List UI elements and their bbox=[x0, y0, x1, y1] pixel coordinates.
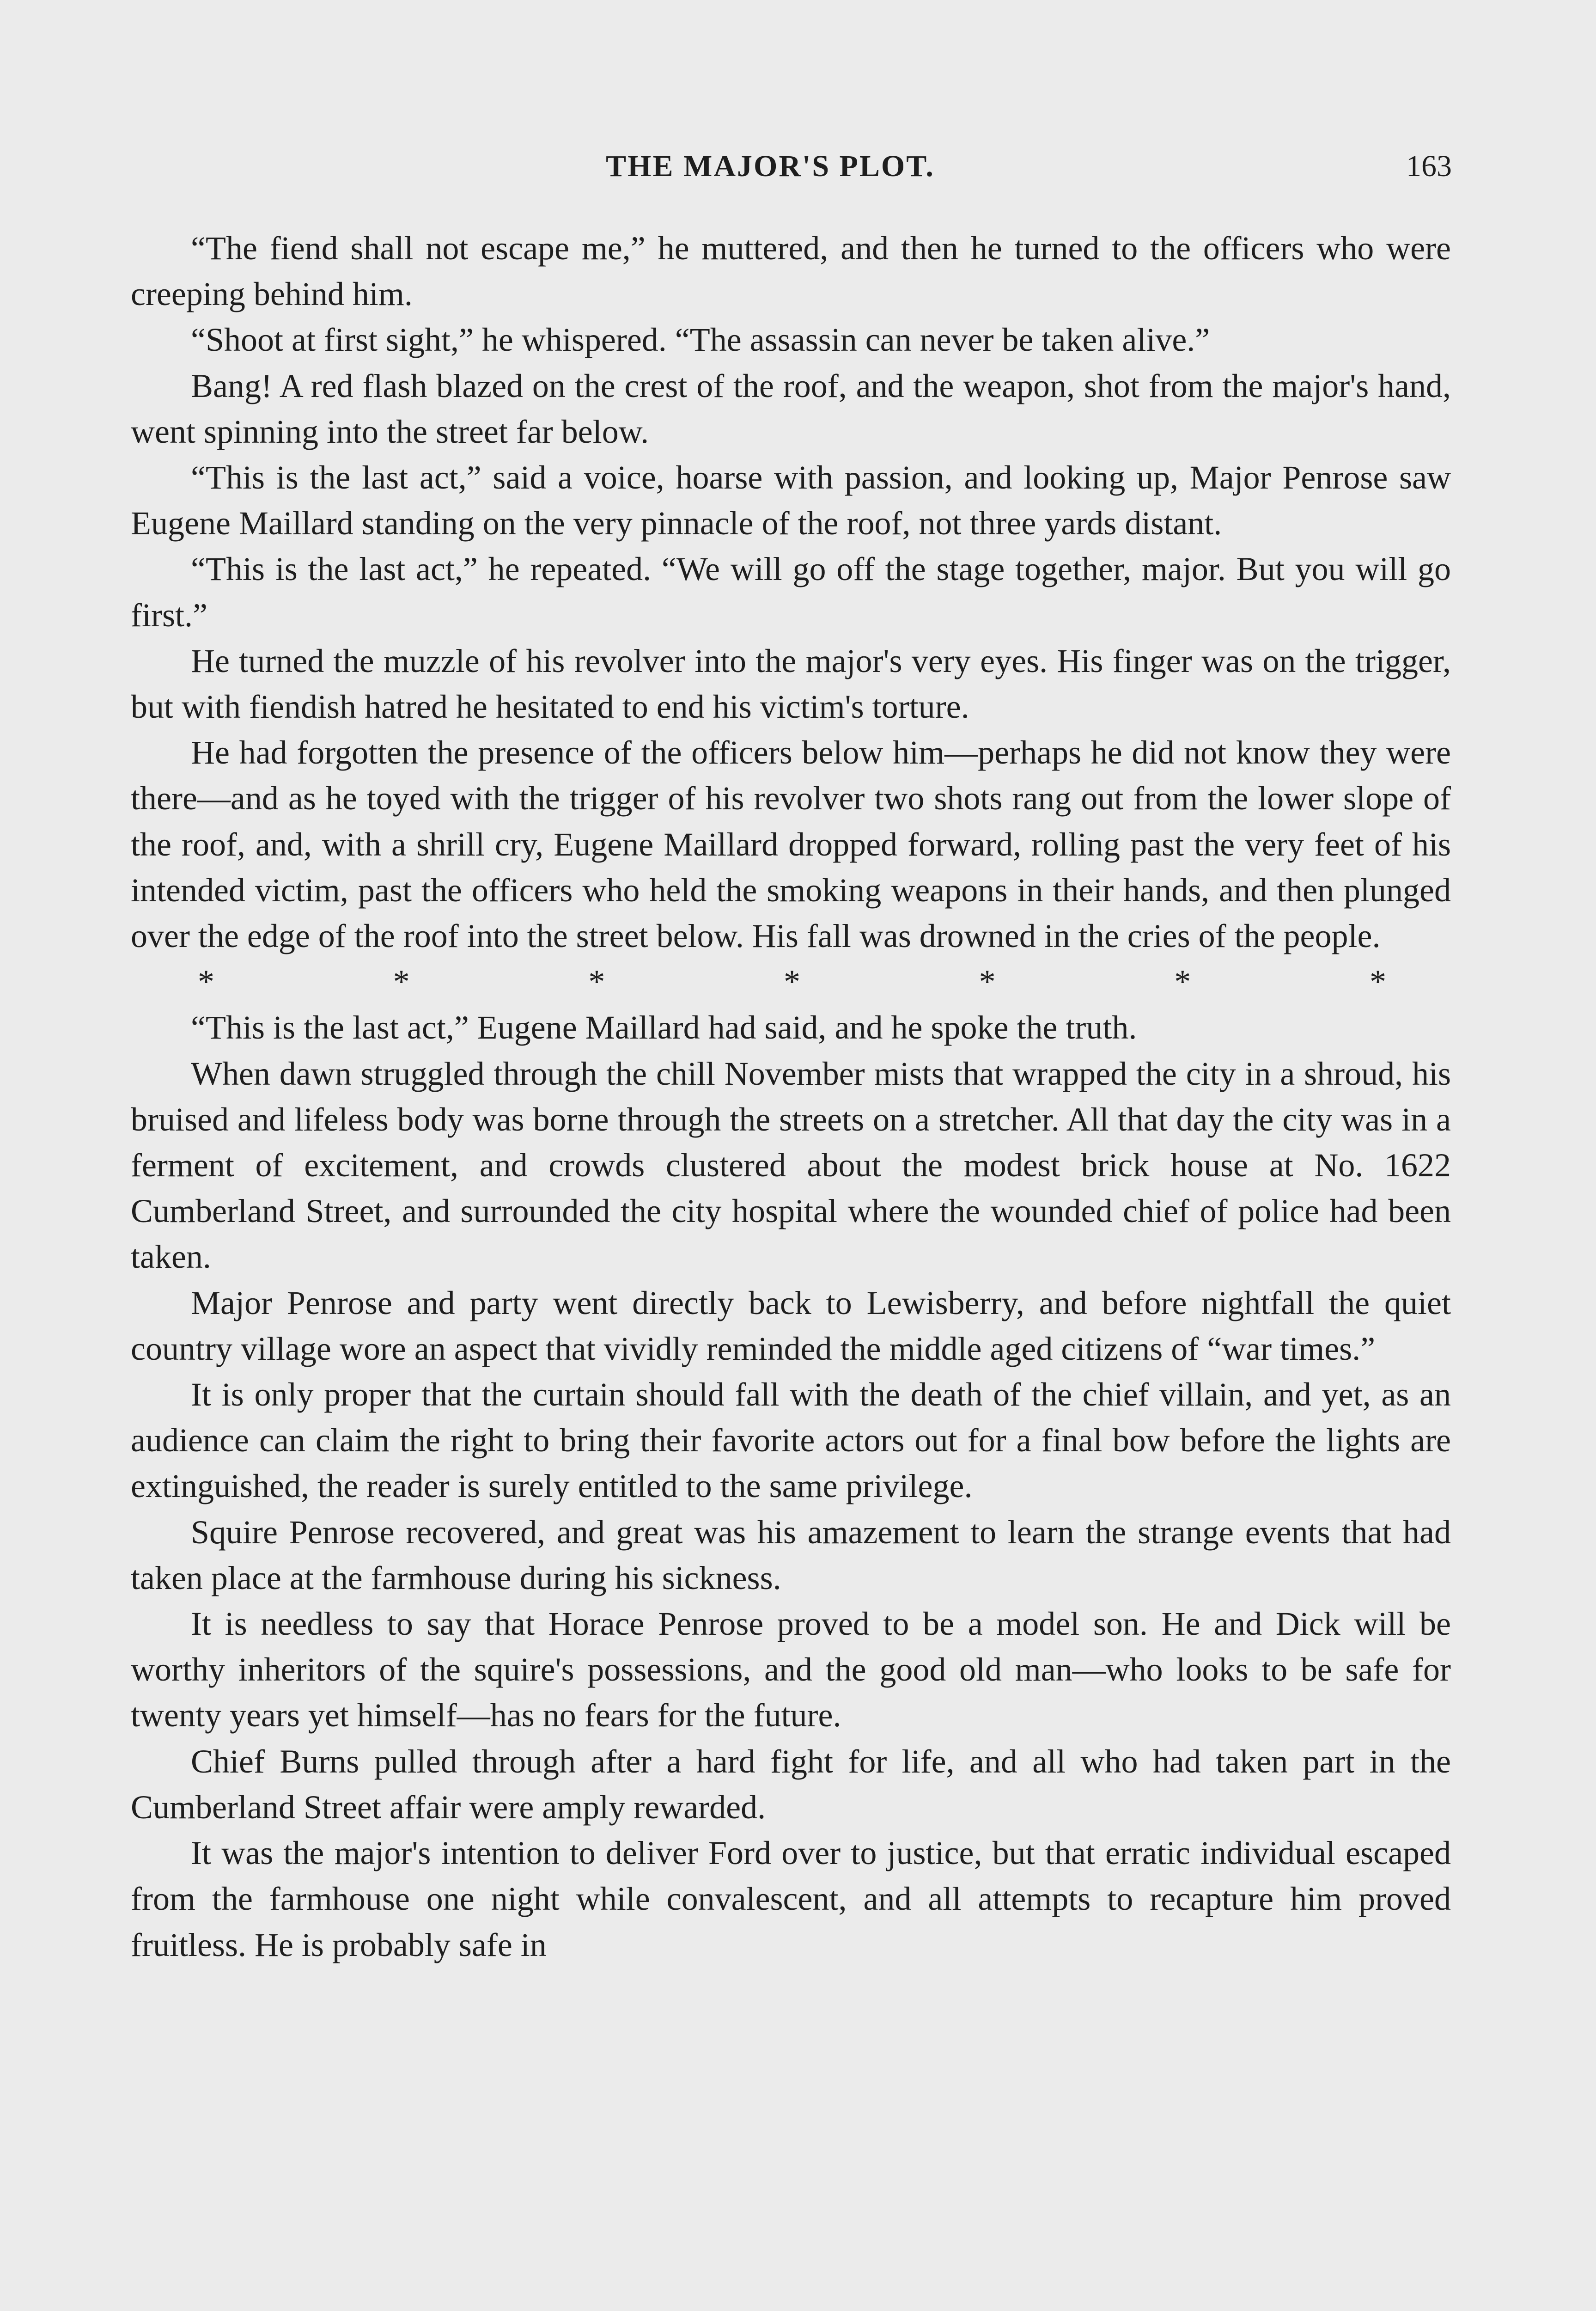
asterisk: * bbox=[588, 963, 605, 1001]
paragraph: When dawn struggled through the chill November mists that wrapped the city in a shroud, his bruised and lifeless body was borne through the streets on a stretcher. All that day the city was in a ferment of excitement, and crowds clustered about the modest brick house at No. 1622 Cumberland Street, and surrounded the city hospital where the wounded chief of police had been taken. bbox=[131, 1055, 1451, 1276]
paragraph: “This is the last act,” said a voice, hoarse with passion, and looking up, Major Penrose saw Eugene Maillard standing on the very pinnacle of the roof, not three yards distant. bbox=[131, 459, 1451, 542]
running-title: THE MAJOR'S PLOT. bbox=[606, 149, 935, 183]
paragraph: Bang! A red flash blazed on the crest of the roof, and the weapon, shot from the major's hand, went spinning into the street far below. bbox=[131, 367, 1451, 450]
asterisk: * bbox=[1174, 963, 1191, 1001]
asterisk: * bbox=[393, 963, 410, 1001]
paragraph: It was the major's intention to deliver Ford over to justice, but that erratic individual escaped from the farmhouse one night while convalescent, and all attempts to recapture him proved fruitless. He is probably safe in bbox=[131, 1834, 1451, 1963]
page-header bbox=[0, 149, 1596, 200]
body-text bbox=[131, 226, 1451, 1968]
asterisk: * bbox=[979, 963, 996, 1001]
paragraph: He had forgotten the presence of the officers below him—perhaps he did not know they were there—and as he toyed with the trigger of his revolver two shots rang out from the lower slope of the roof, and, with a shrill cry, Eugene Maillard dropped forward, rolling past the very feet of his intended victim, past the officers who held the smoking weapons in their hands, and then plunged over the edge of the roof into the street below. His fall was drowned in the cries of the people. bbox=[131, 734, 1451, 955]
asterisk: * bbox=[783, 963, 800, 1001]
paragraph: He turned the muzzle of his revolver into the major's very eyes. His finger was on the trigger, but with fiendish hatred he hesitated to end his victim's torture. bbox=[131, 642, 1451, 726]
paragraph: “The fiend shall not escape me,” he muttered, and then he turned to the officers who were creeping behind him. bbox=[131, 230, 1451, 313]
paragraph: Squire Penrose recovered, and great was his amazement to learn the strange events that had taken place at the farmhouse during his sickness. bbox=[131, 1513, 1451, 1596]
paragraph: Chief Burns pulled through after a hard fight for life, and all who had taken part in the Cumberland Street affair were amply rewarded. bbox=[131, 1742, 1451, 1826]
asterisk: * bbox=[1369, 963, 1386, 1001]
asterisk: * bbox=[198, 963, 214, 1001]
paragraph: “This is the last act,” Eugene Maillard had said, and he spoke the truth. bbox=[191, 1009, 1137, 1046]
paragraph: It is only proper that the curtain should fall with the death of the chief villain, and yet, as an audience can claim the right to bring their favorite actors out for a final bow before the lights are extinguished, the reader is surely entitled to the same privilege. bbox=[131, 1376, 1451, 1505]
paragraph: Major Penrose and party went directly back to Lewisberry, and before nightfall the quiet country village wore an aspect that vividly reminded the middle aged citizens of “war times.” bbox=[131, 1284, 1451, 1367]
section-break bbox=[131, 959, 1451, 1005]
paragraph: “This is the last act,” he repeated. “We will go off the stage together, major. But you will go first.” bbox=[131, 550, 1451, 634]
paragraph: “Shoot at first sight,” he whispered. “The assassin can never be taken alive.” bbox=[191, 321, 1210, 359]
page-number: 163 bbox=[1406, 149, 1452, 183]
paragraph: It is needless to say that Horace Penrose proved to be a model son. He and Dick will be worthy inheritors of the squire's possessions, and the good old man—who looks to be safe for twenty years yet himself—has no fears for the future. bbox=[131, 1605, 1451, 1734]
